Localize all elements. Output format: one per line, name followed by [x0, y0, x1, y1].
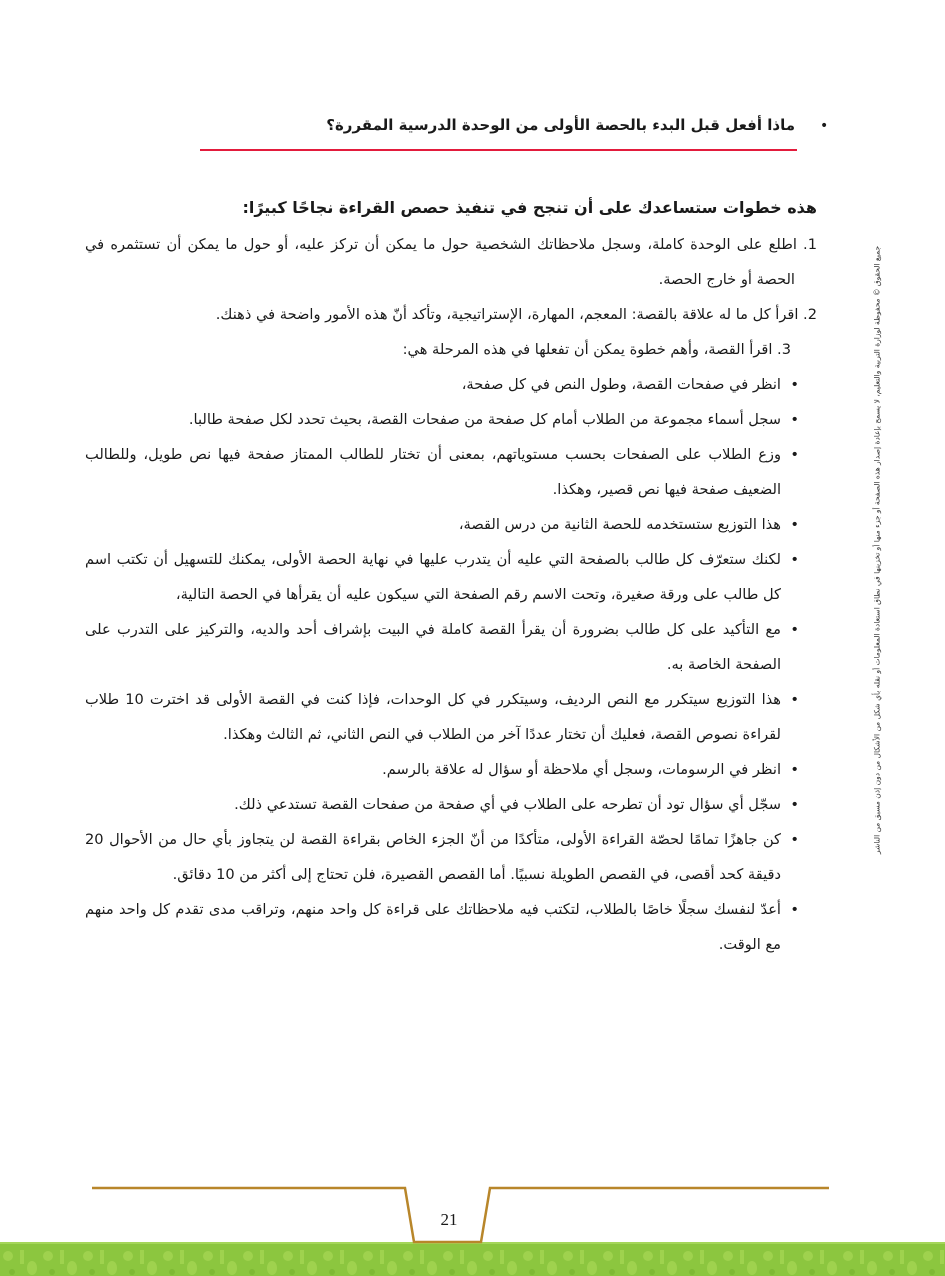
list-item: • كن جاهزًا تمامًا لحصّة القراءة الأولى، متأكدًا من أنّ الجزء الخاص بقراءة القصة لن يتجاوز بأي حال من الأحوال 20 دقيقة كحد أقصى، في القصص الطويلة نسبيًا. أما القصص القصيرة، فلن تحتاج إلى أكثر من 10 دقائق. — [85, 822, 817, 892]
title-bullet: • — [820, 118, 829, 134]
list-item: • سجل أسماء مجموعة من الطلاب أمام كل صفحة من صفحات القصة، بحيث تحدد لكل صفحة طالبا. — [85, 402, 817, 437]
steps-heading: هذه خطوات ستساعدك على أن تنجح في تنفيذ حصص القراءة نجاحًا كبيرًا: — [242, 198, 817, 217]
section-title: ماذا أفعل قبل البدء بالحصة الأولى من الوحدة الدرسية المقررة؟ — [326, 116, 795, 134]
list-item: • مع التأكيد على كل طالب بضرورة أن يقرأ القصة كاملة في البيت بإشراف أحد والديه، والتركيز على التدرب على الصفحة الخاصة به. — [85, 612, 817, 682]
step-3: 3. اقرأ القصة، وأهم خطوة يمكن أن تفعلها في هذه المرحلة هي: — [402, 341, 791, 358]
list-item: • لكنك ستعرّف كل طالب بالصفحة التي عليه أن يتدرب عليها في نهاية الحصة الأولى، يمكنك للتسهيل أن تكتب اسم كل طالب على ورقة صغيرة، وتحت الاسم رقم الصفحة التي سيكون عليه أن يقرأها في الحصة التالية، — [85, 542, 817, 612]
list-item: • أعدّ لنفسك سجلًا خاصًا بالطلاب، لتكتب فيه ملاحظاتك على قراءة كل واحد منهم، وتراقب مدى تقدم كل واحد منهم مع الوقت. — [85, 892, 817, 962]
list-item: • انظر في الرسومات، وسجل أي ملاحظة أو سؤال له علاقة بالرسم. — [85, 752, 817, 787]
list-item: • انظر في صفحات القصة، وطول النص في كل صفحة، — [85, 367, 817, 402]
page-content — [85, 190, 817, 962]
step-2: 2. اقرأ كل ما له علاقة بالقصة: المعجم، المهارة، الإستراتيجية، وتأكد أنّ هذه الأمور واضحة في ذهنك. — [215, 306, 817, 323]
list-item: • وزع الطلاب على الصفحات بحسب مستوياتهم، بمعنى أن تختار للطالب الممتاز صفحة فيها نص طويل، وللطالب الضعيف صفحة فيها نص قصير، وهكذا. — [85, 437, 817, 507]
list-item: • هذا التوزيع سيتكرر مع النص الرديف، وسيتكرر في كل الوحدات، فإذا كنت في القصة الأولى قد اخترت 10 طلاب لقراءة نصوص القصة، فعليك أن تختار عددًا آخر من الطلاب في النص الثاني، ثم الثالث وهكذا. — [85, 682, 817, 752]
list-item: • هذا التوزيع ستستخدمه للحصة الثانية من درس القصة، — [85, 507, 817, 542]
copyright-notice: جميع الحقوق © محفوظة لوزارة التربية والتعليم، لا يسمح بإعادة إصدار هذه الصفحة أو جزء منها أو تخزينها في نطاق استعادة المعلومات أو نقله بأي شكل من الأشكال من دون إذن مسبق من الناشر — [872, 245, 882, 855]
list-item: • سجّل أي سؤال تود أن تطرحه على الطلاب في أي صفحة من صفحات القصة تستدعي ذلك. — [85, 787, 817, 822]
footer-decoration — [0, 1180, 945, 1276]
page-number: 21 — [440, 1210, 458, 1229]
title-underline — [200, 149, 797, 151]
step-1: 1. اطلع على الوحدة كاملة، وسجل ملاحظاتك الشخصية حول ما يمكن أن تركز عليه، أو حول ما يمكن أن تستثمره في الحصة أو خارج الحصة. — [85, 236, 817, 288]
green-band — [0, 1242, 945, 1276]
